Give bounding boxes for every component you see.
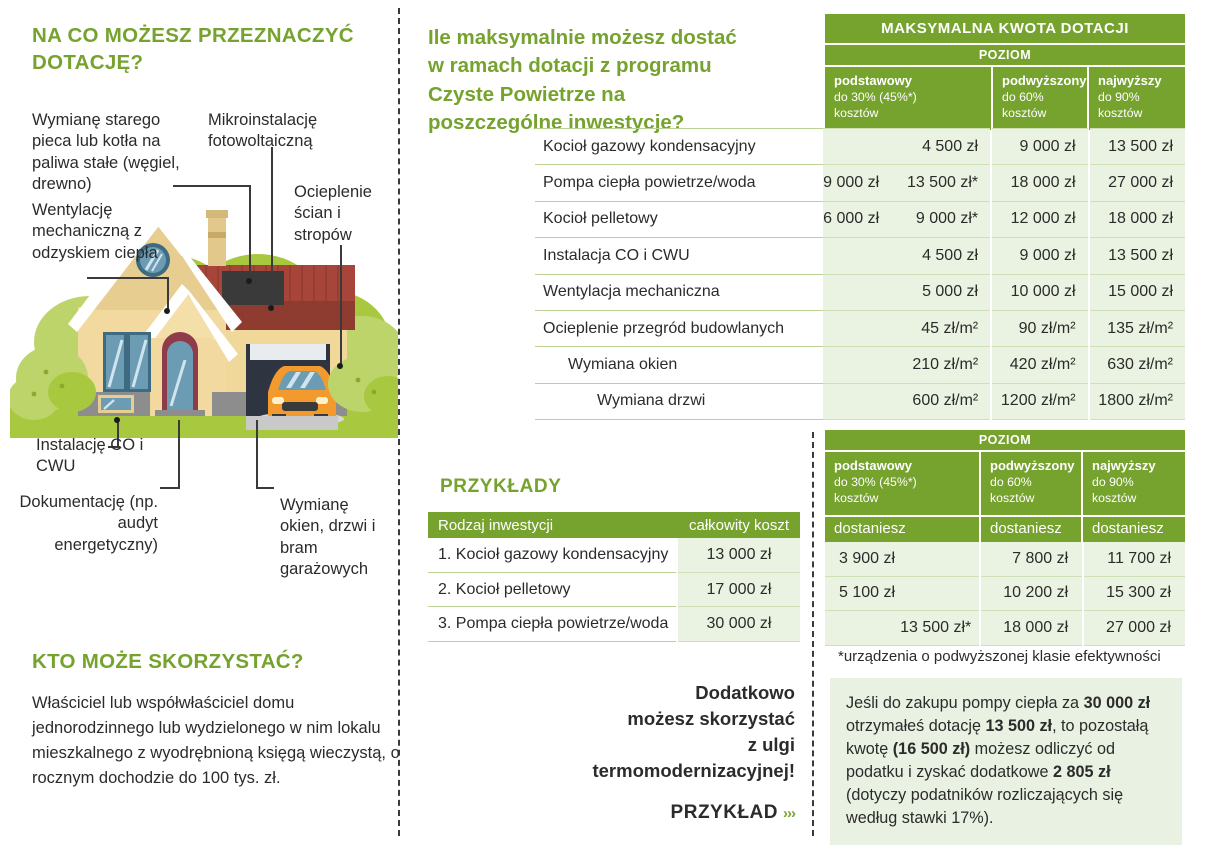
vertical-divider-right bbox=[812, 432, 814, 836]
row-basic: 4 500 zł bbox=[823, 128, 990, 164]
row-raised: 12 000 zł bbox=[992, 201, 1087, 237]
example-cost: 13 000 zł bbox=[678, 538, 800, 573]
examples-col-type: Rodzaj inwestycji bbox=[438, 516, 554, 534]
ex-highest: 11 700 zł bbox=[1084, 542, 1185, 577]
ex-basic: 3 900 zł bbox=[825, 542, 979, 577]
label-ventilation: Wentylację mechaniczną z odzyskiem ciepła bbox=[32, 201, 158, 262]
leader-dot-pv bbox=[268, 305, 274, 311]
row-basic: 210 zł/m² bbox=[823, 346, 990, 382]
row-raised: 10 000 zł bbox=[992, 274, 1087, 310]
row-highest: 135 zł/m² bbox=[1090, 310, 1185, 346]
main-table-level-row bbox=[825, 65, 1185, 130]
example-cost: 30 000 zł bbox=[678, 607, 800, 642]
leader-line-ventilation-h bbox=[87, 277, 169, 279]
row-raised: 90 zł/m² bbox=[992, 310, 1087, 346]
leader-line-doc-v bbox=[178, 420, 180, 488]
examples-heading: PRZYKŁADY bbox=[440, 476, 562, 497]
example-name: 2. Kocioł pelletowy bbox=[428, 573, 676, 608]
row-highest: 27 000 zł bbox=[1090, 164, 1185, 200]
row-name: Wentylacja mechaniczna bbox=[535, 274, 823, 310]
table-row bbox=[535, 128, 1185, 164]
ex-basic: 13 500 zł* bbox=[825, 611, 979, 646]
ex-level-basic bbox=[825, 452, 981, 515]
table-row bbox=[535, 383, 1185, 419]
level-highest bbox=[1089, 67, 1185, 130]
row-raised: 420 zł/m² bbox=[992, 346, 1087, 382]
row-highest: 13 500 zł bbox=[1090, 128, 1185, 164]
chevron-right-icon: ››› bbox=[783, 804, 795, 822]
middle-question-text: Ile maksymalnie możesz dostać w ramach dotacji z programu Czyste Powietrze na poszczególne inwestycje? bbox=[428, 26, 737, 134]
leader-line-doc-h bbox=[160, 487, 180, 489]
leader-dot-boiler bbox=[246, 278, 252, 284]
row-highest: 13 500 zł bbox=[1090, 237, 1185, 273]
examples-table-header bbox=[428, 512, 800, 538]
leader-dot-insulation bbox=[337, 363, 343, 369]
row-name: Instalacja CO i CWU bbox=[535, 237, 823, 273]
row-name: Ocieplenie przegród budowlanych bbox=[535, 310, 823, 346]
examples-table bbox=[428, 512, 800, 642]
row-basic bbox=[823, 164, 990, 200]
table-row bbox=[535, 274, 1185, 310]
example-name: 3. Pompa ciepła powietrze/woda bbox=[428, 607, 676, 642]
example-name: 1. Kocioł gazowy kondensacyjny bbox=[428, 538, 676, 573]
row-basic: 5 000 zł bbox=[823, 274, 990, 310]
label-insulation: Ocieplenie ścian i stropów bbox=[294, 183, 372, 244]
row-name: Wymiana okien bbox=[535, 346, 823, 382]
table-row bbox=[825, 542, 1185, 577]
label-co-cwu: Instalację CO i CWU bbox=[36, 436, 144, 476]
table-row bbox=[428, 573, 800, 608]
level-basic bbox=[825, 67, 993, 130]
row-basic-alt: 13 500 zł* bbox=[906, 174, 979, 192]
main-table-title: MAKSYMALNA KWOTA DOTACJI bbox=[825, 14, 1185, 43]
examples-level-row bbox=[825, 450, 1185, 515]
ex-level-raised bbox=[981, 452, 1083, 515]
row-raised: 18 000 zł bbox=[992, 164, 1087, 200]
level-raised-line3: kosztów bbox=[1002, 105, 1047, 120]
level-basic-line3: kosztów bbox=[834, 105, 879, 120]
row-basic-value: 9 000 zł bbox=[823, 174, 880, 192]
promo-line3: z ulgi termomodernizacyjnej! bbox=[592, 733, 795, 781]
leader-line-windows-h bbox=[256, 487, 274, 489]
left-column bbox=[32, 22, 392, 77]
level-highest-line2: do 90% bbox=[1098, 89, 1140, 104]
ex-level-basic-line2: do 30% (45%*) bbox=[834, 474, 917, 489]
row-highest: 18 000 zł bbox=[1090, 201, 1185, 237]
ex-level-highest bbox=[1083, 452, 1185, 515]
main-table-body bbox=[535, 128, 1185, 420]
example-cost: 17 000 zł bbox=[678, 573, 800, 608]
leader-line-windows-v bbox=[256, 420, 258, 488]
row-raised: 9 000 zł bbox=[992, 128, 1087, 164]
row-highest: 630 zł/m² bbox=[1090, 346, 1185, 382]
table-row bbox=[428, 607, 800, 642]
get-label-raised: dostaniesz bbox=[981, 515, 1083, 542]
row-raised: 9 000 zł bbox=[992, 237, 1087, 273]
leader-dot-cocwu bbox=[114, 417, 120, 423]
level-raised-name: podwyższony bbox=[1002, 73, 1087, 88]
label-pv: Mikroinstalację fotowoltaiczną bbox=[208, 111, 318, 151]
table-row bbox=[535, 237, 1185, 273]
ex-highest: 27 000 zł bbox=[1084, 611, 1185, 646]
ex-level-basic-line3: kosztów bbox=[834, 490, 879, 505]
promo-example-label: PRZYKŁAD bbox=[670, 801, 778, 823]
leader-line-ventilation-v bbox=[167, 277, 169, 311]
row-raised: 1200 zł/m² bbox=[992, 383, 1087, 419]
table-row bbox=[535, 164, 1185, 200]
table-row bbox=[535, 310, 1185, 346]
examples-subtitle: POZIOM bbox=[825, 430, 1185, 450]
ex-raised: 7 800 zł bbox=[981, 542, 1082, 577]
main-grant-table bbox=[535, 14, 1185, 420]
leader-line-pv bbox=[271, 147, 273, 309]
row-basic: 45 zł/m² bbox=[823, 310, 990, 346]
promo-example[interactable] bbox=[545, 800, 795, 827]
row-basic bbox=[823, 201, 990, 237]
leader-line-insulation bbox=[340, 245, 342, 367]
promo-line2: możesz skorzystać bbox=[627, 707, 795, 729]
leader-line-boiler-v bbox=[249, 185, 251, 281]
label-windows: Wymianę okien, drzwi i bram garażowych bbox=[280, 496, 376, 579]
get-label-basic: dostaniesz bbox=[825, 515, 981, 542]
row-name: Kocioł pelletowy bbox=[535, 201, 823, 237]
who-heading: KTO MOŻE SKORZYSTAĆ? bbox=[32, 650, 304, 673]
level-highest-line3: kosztów bbox=[1098, 105, 1143, 120]
ex-level-basic-name: podstawowy bbox=[834, 458, 913, 473]
table-row bbox=[825, 577, 1185, 612]
table-row bbox=[535, 346, 1185, 382]
level-raised-line2: do 60% bbox=[1002, 89, 1044, 104]
ex-level-raised-line2: do 60% bbox=[990, 474, 1032, 489]
left-section-heading: NA CO MOŻESZ PRZEZNACZYĆ DOTACJĘ? bbox=[32, 24, 354, 75]
row-basic-value: 6 000 zł bbox=[823, 210, 880, 228]
row-basic-alt: 9 000 zł* bbox=[915, 210, 979, 228]
who-body: Właściciel lub współwłaściciel domu jednorodzinnego lub wydzielonego w nim lokalu mieszkalnego z wyodrębnioną księgą wieczystą, o rocznym dochodzie do 100 tys. zł. bbox=[32, 694, 400, 787]
table-row bbox=[535, 201, 1185, 237]
callout-text: Jeśli do zakupu pompy ciepła za 30 000 zł otrzymałeś dotację 13 500 zł, to pozostałą kwotę (16 500 zł) możesz odliczyć od podatku i zyskać dodatkowe 2 805 zł (dotyczy podatników rozliczających się według stawki 17%). bbox=[846, 694, 1151, 827]
promo-block bbox=[545, 680, 795, 826]
ex-basic: 5 100 zł bbox=[825, 577, 979, 612]
ex-highest: 15 300 zł bbox=[1084, 577, 1185, 612]
main-table-bottom-rule bbox=[535, 419, 1185, 420]
leader-dot-ventilation bbox=[164, 308, 170, 314]
ex-level-highest-line3: kosztów bbox=[1092, 490, 1137, 505]
main-table-header bbox=[825, 14, 1185, 130]
table-row bbox=[428, 538, 800, 573]
row-name: Wymiana drzwi bbox=[535, 383, 823, 419]
level-highest-name: najwyższy bbox=[1098, 73, 1162, 88]
level-basic-line2: do 30% (45%*) bbox=[834, 89, 917, 104]
main-table-subtitle: POZIOM bbox=[825, 43, 1185, 65]
ex-raised: 18 000 zł bbox=[981, 611, 1082, 646]
ex-level-raised-name: podwyższony bbox=[990, 458, 1075, 473]
examples-grant-table bbox=[825, 430, 1185, 646]
row-basic: 600 zł/m² bbox=[823, 383, 990, 419]
label-documentation: Dokumentację (np. audyt energetyczny) bbox=[19, 493, 158, 554]
who-section bbox=[32, 648, 402, 790]
row-highest: 15 000 zł bbox=[1090, 274, 1185, 310]
get-label-highest: dostaniesz bbox=[1083, 515, 1185, 542]
promo-line1: Dodatkowo bbox=[695, 682, 795, 703]
ex-level-highest-name: najwyższy bbox=[1092, 458, 1156, 473]
row-basic: 4 500 zł bbox=[823, 237, 990, 273]
ex-level-highest-line2: do 90% bbox=[1092, 474, 1134, 489]
ex-level-raised-line3: kosztów bbox=[990, 490, 1035, 505]
examples-col-cost: całkowity koszt bbox=[688, 516, 790, 534]
ex-raised: 10 200 zł bbox=[981, 577, 1082, 612]
examples-footnote: *urządzenia o podwyższonej klasie efektywności bbox=[838, 648, 1161, 665]
row-highest: 1800 zł/m² bbox=[1090, 383, 1185, 419]
examples-get-row bbox=[825, 515, 1185, 542]
level-raised bbox=[993, 67, 1089, 130]
label-boiler: Wymianę starego pieca lub kotła na paliwa stałe (węgiel, drewno) bbox=[32, 111, 180, 194]
pv-panel bbox=[222, 271, 284, 305]
row-name: Pompa ciepła powietrze/woda bbox=[535, 164, 823, 200]
tax-relief-callout bbox=[830, 678, 1182, 845]
row-name: Kocioł gazowy kondensacyjny bbox=[535, 128, 823, 164]
level-basic-name: podstawowy bbox=[834, 73, 913, 88]
table-row bbox=[825, 611, 1185, 646]
